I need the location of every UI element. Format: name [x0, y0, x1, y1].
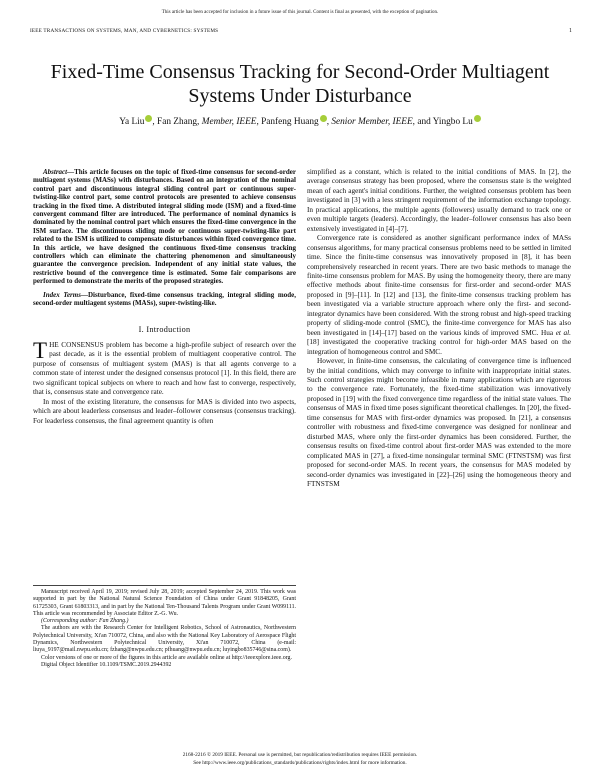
abstract-label: Abstract—: [43, 168, 75, 176]
footnote-corresponding: (Corresponding author: Fan Zhang.): [41, 618, 129, 625]
orcid-icon[interactable]: [320, 115, 327, 122]
running-header-journal: IEEE TRANSACTIONS ON SYSTEMS, MAN, AND CYBERNETICS: SYSTEMS: [30, 28, 219, 34]
orcid-icon[interactable]: [474, 115, 481, 122]
paper-title: Fixed-Time Consensus Tracking for Second-Order Multiagent Systems Under Disturbance: [50, 61, 550, 107]
acceptance-notice: This article has been accepted for inclusion in a future issue of this journal. Content is final as presented, with the exception of pagination.: [161, 10, 439, 15]
page-number: 1: [569, 28, 572, 34]
copyright-footer: [0, 751, 600, 767]
left-column: [33, 168, 296, 426]
footnote: [33, 585, 296, 669]
section-heading-introduction: I. Introduction: [138, 324, 191, 334]
author-list: Ya Liu , Fan Zhang, Member, IEEE, Panfeng Huang , Senior Member, IEEE, and Yingbo Lu: [30, 115, 570, 127]
author-role: Member, IEEE: [201, 117, 257, 127]
right-paragraph-2: [307, 234, 571, 357]
footer-line-1: 2168-2216 © 2019 IEEE. Personal use is permitted, but republication/redistribution requires IEEE permission.: [182, 752, 418, 758]
right-paragraph-3: However, in finite-time consensus, the calculating of convergence time is influenced by the initial conditions, which may converge to infinite with inappropriate initial states. Such control strategies might become infeasible in many applications which are rigorous to the convergence rate. Fortunately, the fixed-time stabilization was innovatively proposed in [19] with the fixed convergence time regardless of the initial state values. The consensus of MAS in fixed time poses significant theoretical challenges. In [20], the fixed-time consensus for MAS with first-order dynamics was proposed. In [21], a consensus controller with robustness and fixed-time convergence was designed for nonlinear and disturbed MAS, where only the first-order dynamics has been considered. Further, the consensus results on fixed-time control about first-order MAS was extended to the more complicated MAS in [27], a fixed-time nonsingular terminal SMC (FTNSTSM) was first proposed for second-order MAS. In recent years, the consensus for MAS modeled by second-order dynamics was investigated in [22]–[26] using the homogeneous theory and FTNSTSM: [307, 357, 571, 488]
right-paragraph-1: simplified as a constant, which is related to the initial conditions of MAS. In [2], the average consensus strategy has been proposed, where the consensus state is the weighted mean of each agent's initial conditions. Further, the weighted consensus problem has been investigated in [3] with a less stringent requirement of the information exchange topology. In practical applications, the multiple agents (followers) usually demand to track one or even multiple targets (leaders). Accordingly, the leader–follower consensus has also been extensively investigated in [4]–[7].: [307, 168, 571, 233]
author-name: , and Yingbo Lu: [412, 117, 473, 127]
drop-cap: T: [33, 337, 48, 363]
author-name: Ya Liu: [119, 117, 145, 127]
footnote-received: Manuscript received April 19, 2019; revised July 28, 2019; accepted September 24, 2019. This work was supported in part by the National Natural Science Foundation of China under Grant 91848205, Grant 61725303, Grant 61803313, and in part by the National Ten-Thousand Talents Program under Grant W099111. This article was recommended by Associate Editor Z.-G. Wu.: [33, 589, 296, 617]
footer-line-2: See http://www.ieee.org/publications_standards/publications/rights/index.html for more information.: [193, 760, 407, 766]
right-column: [307, 168, 571, 489]
abstract-text: This article focuses on the topic of fixed-time consensus for second-order multiagent systems (MASs) with disturbances. Based on an integration of the nominal control part and discontinuous integral sliding control part or continuous super-twisting-like control part, some control protocols are presented to achieve consensus tracking in the fixed time. A distributed integral sliding mode (ISM) and a fixed-time convergent command filter are introduced. The performance of nominal dynamics is dominated by the nominal control part which ensures the fixed-time convergence in the ISM surface. The discontinuous sliding mode or continuous super-twisting-like part related to the ISM is utilized to compensate disturbances within fixed convergence time. In this article, we have designed the continuous fixed-time consensus tracking controllers which can eliminate the chattering phenomenon and simultaneously guarantee the convergence precision. Independent of any initial state values, the restrictive bound of the convergence time is estimated. Some fair comparisons are performed to demonstrate the merits of the proposed strategies.: [33, 168, 296, 286]
intro-paragraph-2: In most of the existing literature, the consensus for MAS is divided into two aspects, which are about leaderless consensus and leader–follower consensus (consensus tracking). For leaderless consensus, the final agreement quantity is often: [33, 397, 296, 425]
footnote-color: Color versions of one or more of the figures in this article are available online at http://ieeexplore.ieee.org.: [41, 654, 292, 661]
footnote-doi: Digital Object Identifier 10.1109/TSMC.2019.2944392: [41, 661, 172, 668]
index-terms-text: Disturbance, fixed-time consensus tracking, integral sliding mode, second-order multiagent systems (MASs), super-twisting-like.: [33, 290, 296, 308]
abstract: [33, 168, 296, 286]
author-role: Senior Member, IEEE: [331, 117, 413, 127]
intro-paragraph-1: [33, 337, 296, 398]
index-terms: [33, 291, 296, 308]
right-paragraph-2-text-a: Convergence rate is considered as another significant performance index of MASs consensus algorithms, for many practical consensus problems need to be settled in limited time. Since the finite-time consensus was innovatively proposed in [8], it has been comprehensively researched in recent years. There are two basic methods to manage the finite-time consensus problem for MAS. By using the homogeneity theory, there are many effective methods about finite-time consensus for first-order and second-order MAS proposed in [9]–[11]. In [12] and [13], the finite-time consensus tracking problem has been investigated via a variable structure approach where only the first- and second-integrator dynamics have been considered. With the strong robust and high-speed tracking property of sliding-mode control (SMC), the finite-time convergence for MAS has also been investigated in [14]–[17] based on the various kinds of improved SMC. Hua: [307, 234, 571, 337]
index-terms-label: Index Terms—: [43, 290, 88, 299]
intro-lead: HE CONSENSUS: [49, 340, 104, 349]
right-paragraph-2-text-b: [18] investigated the cooperative tracking control for high-order MAS based on the integration of homogeneous control and SMC.: [307, 338, 571, 356]
et-al: et al.: [555, 328, 571, 337]
author-name: , Fan Zhang,: [152, 117, 202, 127]
author-name: , Panfeng Huang: [256, 117, 319, 127]
footnote-affiliation: The authors are with the Research Center for Intelligent Robotics, School of Astronautics, Northwestern Polytechnical University, Xi'an 710072, China, and also with the National Key Laboratory of Aerospace Flight Dynamics, Northwestern Polytechnical University, Xi'an 710072, China (e-mail: liuya_9197@mail.nwpu.edu.cn; fzhang@nwpu.edu.cn; pfhuang@nwpu.edu.cn; luyingbo835746@sina.com).: [33, 625, 296, 654]
intro-text: problem has become a high-profile subject of research over the past decade, as it is the essential problem of multiagent cooperative control. The purpose of consensus of multiagent system (MAS) is that all agents converge to a common state of interest under the designed consensus protocol [1]. In this field, there are two significant topical subjects on where to reach and how fast to converge, respectively, that is, consensus state and convergence rate.: [33, 340, 296, 397]
